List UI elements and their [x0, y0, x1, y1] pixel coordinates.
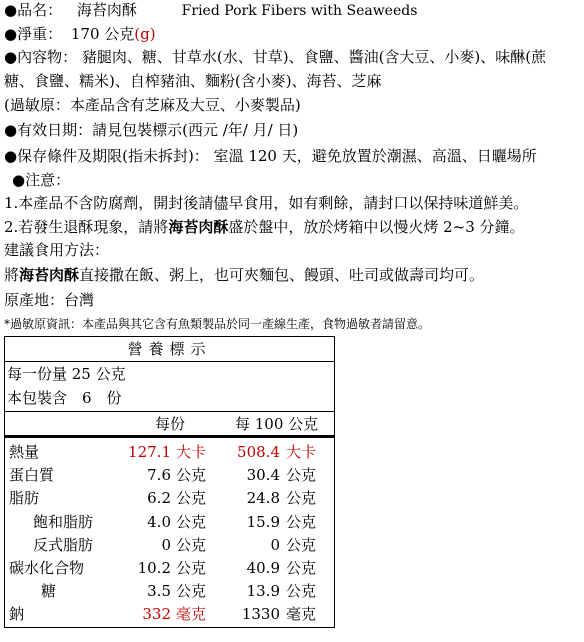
per-serving-value: 0	[161, 535, 171, 554]
name-label: ●品名：	[4, 1, 63, 19]
product-name-zh: 海苔肉酥	[76, 1, 137, 19]
per-100g-value: 30.4	[246, 466, 280, 485]
suggest-line	[4, 265, 484, 285]
caution-2-post: 盛於盤中，放於烤箱中以慢火烤 2~3 分鐘。	[228, 218, 525, 236]
caution-1: 1.本產品不含防腐劑，開封後請儘早食用，如有剩餘，請封口以保持味道鮮美。	[4, 194, 529, 212]
per-100g-value: 0	[270, 535, 280, 554]
suggest-pre: 將	[4, 266, 20, 284]
ingredients-line-1: ●內容物： 豬腿肉、糖、甘草水(水、甘草)、食鹽、醬油(含大豆、小麥)、味醂(蔗	[4, 48, 547, 66]
caution-2	[4, 217, 525, 237]
caution-title: ●注意：	[12, 171, 71, 189]
servings-per-pack: 本包裝含 6 份	[7, 389, 122, 407]
thick-divider	[5, 435, 334, 438]
nutrient-name: 飽和脂肪	[33, 512, 94, 531]
caution-2-pre: 2.若發生退酥現象，請將	[4, 218, 169, 236]
suggest-product: 海苔肉酥	[19, 266, 80, 284]
nutrient-name: 熱量	[9, 443, 40, 461]
per-serving-value: 6.2	[147, 489, 171, 508]
nutrient-name: 碳水化合物	[9, 559, 85, 577]
per-serving-unit: 公克	[176, 489, 207, 508]
serving-size: 每一份量 25 公克	[7, 365, 126, 383]
caution-2-product: 海苔肉酥	[168, 218, 229, 236]
storage-line: ●保存條件及期限(指未拆封)： 室溫 120 天，避免放置於潮濕、高溫、日曬場所	[4, 147, 537, 165]
per-100g-unit: 公克	[286, 466, 317, 485]
per-100g-unit: 大卡	[286, 443, 317, 461]
nutrient-name: 蛋白質	[9, 466, 55, 485]
net-unit: (g)	[134, 25, 156, 43]
per-serving-value: 332	[142, 605, 171, 624]
per-100g-unit: 公克	[286, 559, 317, 577]
nutrient-name: 反式脂肪	[33, 535, 94, 554]
product-name-en: Fried Pork Fibers with Seaweeds	[181, 3, 418, 19]
per-100g-value: 13.9	[246, 582, 280, 601]
per-serving-value: 127.1	[128, 443, 171, 461]
nutrient-name: 鈉	[9, 605, 25, 624]
per-serving-unit: 公克	[176, 582, 207, 601]
per-serving-value: 7.6	[147, 466, 171, 485]
per-serving-value: 4.0	[147, 512, 171, 531]
origin-line: 原產地：台灣	[4, 291, 95, 309]
per-serving-unit: 公克	[176, 466, 207, 485]
per-serving-unit: 大卡	[176, 443, 207, 461]
allergen-line: (過敏原：本產品含有芝麻及大豆、小麥製品)	[4, 96, 301, 114]
per-100g-value: 508.4	[237, 443, 280, 461]
expiry-line: ●有效日期：請見包裝標示(西元 /年/ 月/ 日)	[4, 121, 299, 139]
allergy-note: *過敏原資訊：本產品與其它含有魚類製品於同一產線生產，食物過敏者請留意。	[4, 317, 431, 331]
per-100g-unit: 公克	[286, 535, 317, 554]
per-100g-value: 15.9	[246, 512, 280, 531]
per-100g-unit: 公克	[286, 512, 317, 531]
per-serving-value: 3.5	[147, 582, 171, 601]
per-100g-unit: 毫克	[286, 605, 317, 624]
suggest-title: 建議食用方法：	[4, 241, 110, 259]
net-label: ●淨重：	[4, 25, 63, 43]
col-per-serving: 每份	[155, 415, 186, 433]
product-name-line	[4, 0, 417, 21]
per-100g-value: 1330	[241, 605, 280, 624]
nutrition-table	[4, 336, 335, 628]
col-per-100g: 每 100 公克	[235, 415, 319, 433]
per-100g-value: 24.8	[246, 489, 280, 508]
per-serving-unit: 公克	[176, 559, 207, 577]
net-weight-line	[4, 24, 156, 44]
net-value: 170 公克	[70, 25, 135, 43]
per-serving-unit: 毫克	[176, 605, 207, 624]
nutrition-title: 營養標示	[5, 337, 334, 362]
per-100g-unit: 公克	[286, 489, 317, 508]
per-serving-unit: 公克	[176, 535, 207, 554]
per-100g-value: 40.9	[246, 559, 280, 577]
per-serving-unit: 公克	[176, 512, 207, 531]
per-100g-unit: 公克	[286, 582, 317, 601]
nutrient-name: 糖	[41, 582, 57, 601]
per-serving-value: 10.2	[137, 559, 171, 577]
nutrient-name: 脂肪	[9, 489, 40, 508]
suggest-post: 直接撒在飯、粥上，也可夾麵包、饅頭、吐司或做壽司均可。	[79, 266, 485, 284]
ingredients-line-2: 糖、食鹽、糯米)、自榨豬油、麵粉(含小麥)、海苔、芝麻	[4, 72, 382, 90]
